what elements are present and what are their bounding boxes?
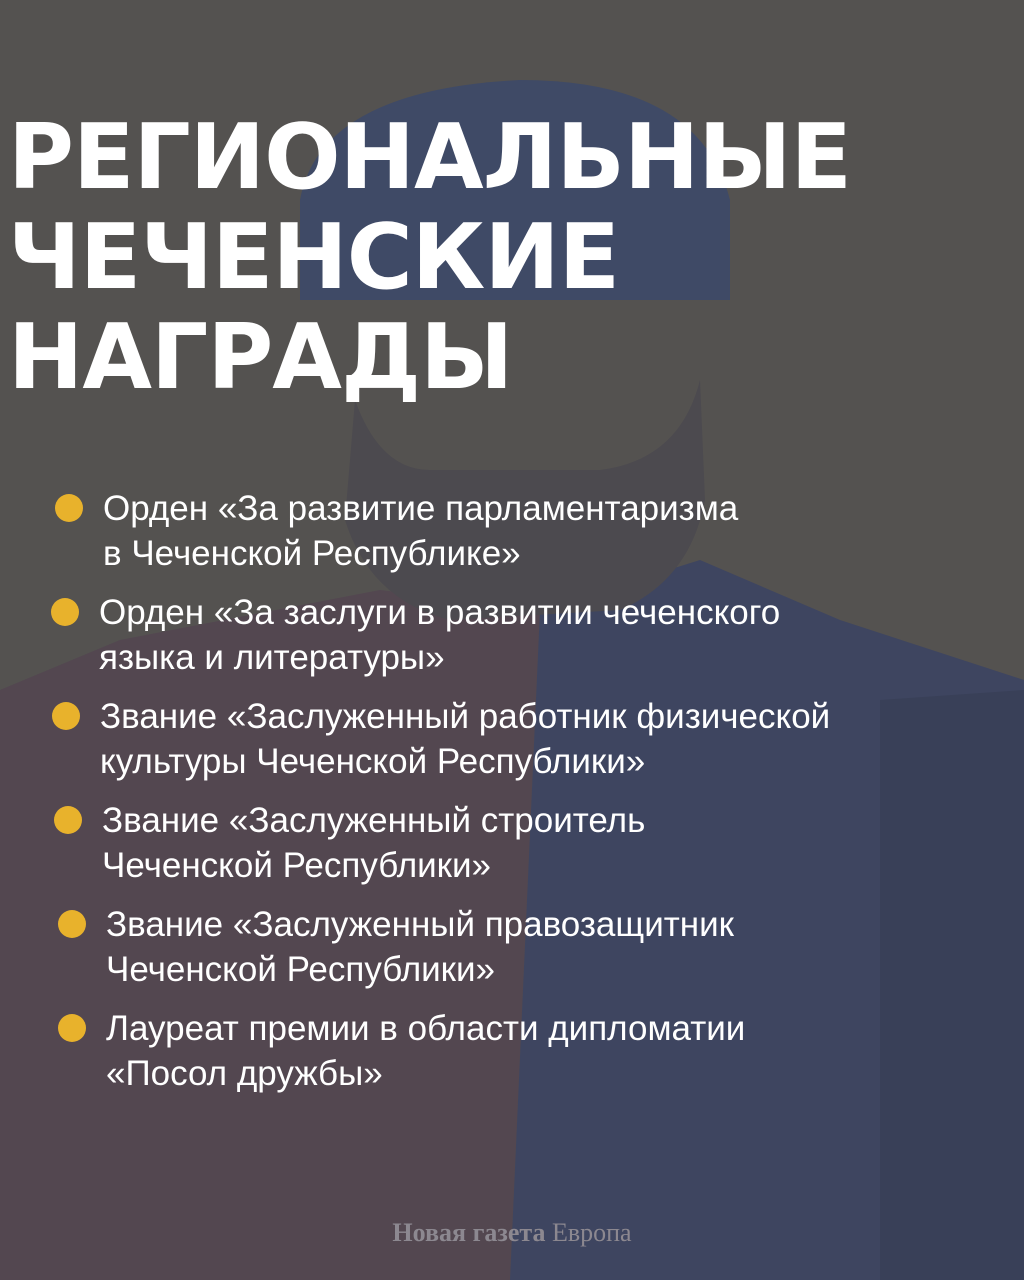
list-item: [102, 798, 645, 888]
title-line-2: ЧЕЧЕНСКИЕ: [8, 205, 620, 310]
list-item: [103, 486, 738, 576]
list-item-line: культуры Чеченской Республики»: [100, 742, 646, 781]
list-item-line: Лауреат премии в области дипломатии: [106, 1009, 746, 1048]
list-item-line: Орден «За заслуги в развитии чеченского: [99, 593, 781, 632]
title-line-3: НАГРАДЫ: [8, 305, 513, 410]
brand-logo: [0, 1218, 1024, 1248]
list-item-line: Звание «Заслуженный работник физической: [100, 697, 831, 736]
list-item-line: языка и литературы»: [99, 638, 445, 677]
list-item-line: Звание «Заслуженный правозащитник: [106, 905, 734, 944]
bullet-icon: [58, 1014, 86, 1042]
brand-region: Европа: [551, 1218, 632, 1247]
title-line-1: РЕГИОНАЛЬНЫЕ: [8, 105, 851, 210]
list-item: [100, 694, 830, 784]
bullet-icon: [51, 598, 79, 626]
bullet-icon: [58, 910, 86, 938]
list-item-line: Чеченской Республики»: [102, 846, 491, 885]
list-item-line: в Чеченской Республике»: [103, 534, 521, 573]
list-item-line: Звание «Заслуженный строитель: [102, 801, 646, 840]
list-item: [99, 590, 780, 680]
bullet-icon: [52, 702, 80, 730]
list-item-line: «Посол дружбы»: [106, 1054, 383, 1093]
bullet-icon: [54, 806, 82, 834]
list-item-line: Чеченской Республики»: [106, 950, 495, 989]
list-item: [106, 1006, 745, 1096]
list-item: [106, 902, 734, 992]
list-item-line: Орден «За развитие парламентаризма: [103, 489, 739, 528]
bullet-icon: [55, 494, 83, 522]
brand-name: Новая газета: [392, 1218, 546, 1247]
